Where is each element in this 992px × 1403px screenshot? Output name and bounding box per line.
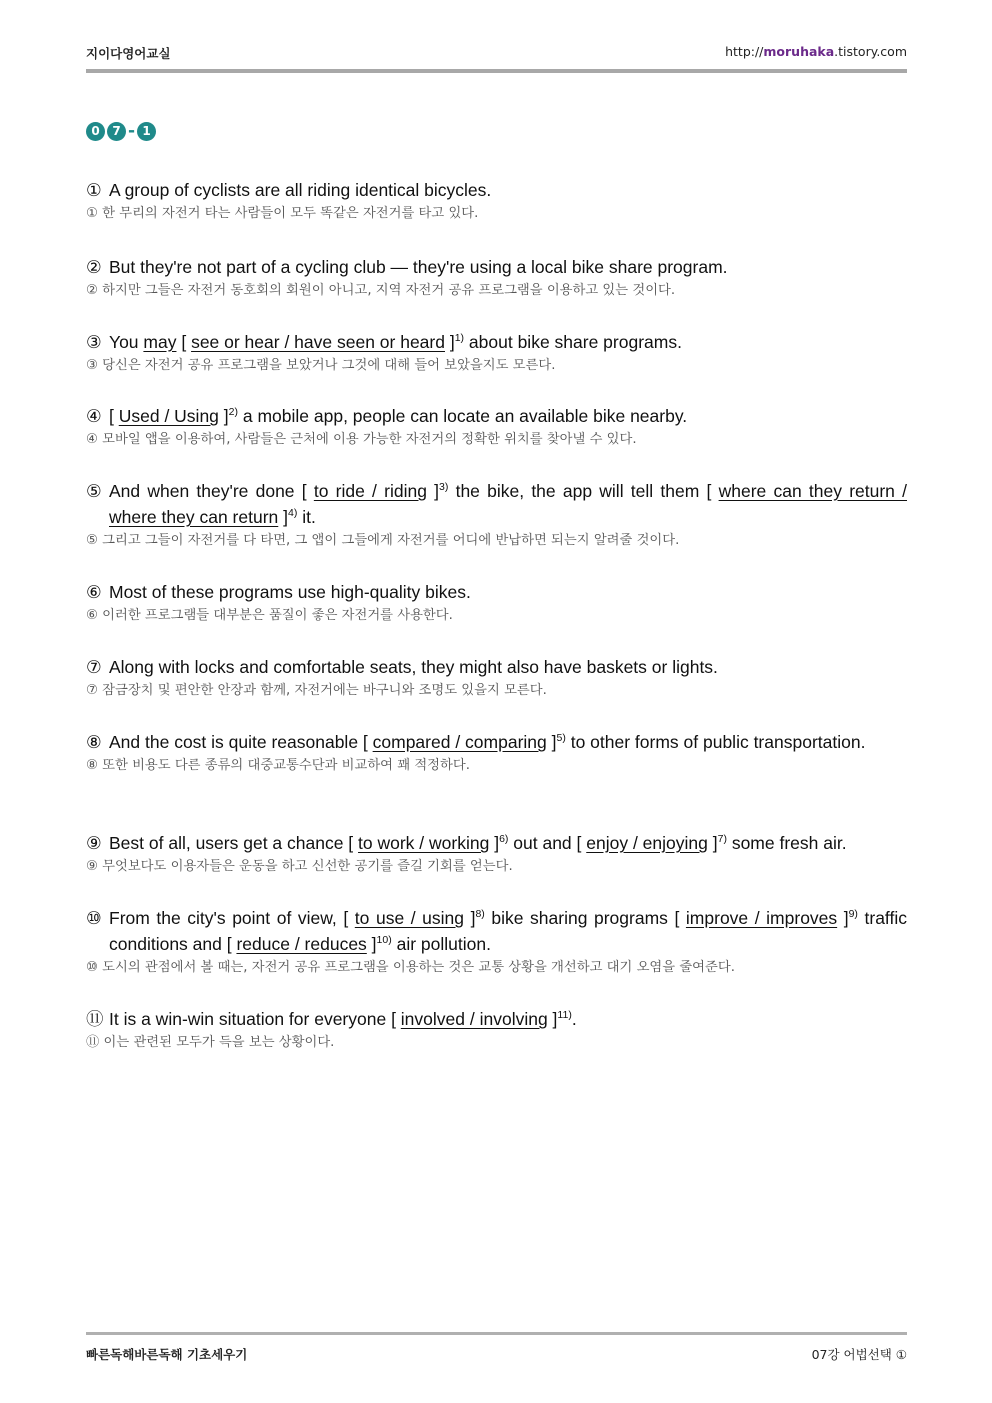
- sentence-2: [86, 254, 907, 301]
- english-sentence: [86, 177, 907, 203]
- bracket-close: ]: [278, 507, 288, 527]
- url-accent: moruhaka: [763, 44, 835, 59]
- bracket-open: [: [176, 332, 192, 352]
- sentence-number: ②: [86, 257, 102, 277]
- bracket-open: [: [109, 406, 119, 426]
- bracket-close: ]: [444, 332, 455, 352]
- text: traffic conditions and [: [109, 908, 907, 954]
- sentence-8: [86, 729, 907, 776]
- footer-rule: [86, 1332, 907, 1335]
- text: air pollution.: [391, 934, 491, 954]
- text: out and [: [508, 833, 587, 853]
- bracket-close: ]: [366, 934, 377, 954]
- question-number: 3): [439, 481, 449, 494]
- choice-option[interactable]: where can they return / where they can return: [109, 481, 907, 527]
- question-number: 4): [288, 507, 298, 520]
- choice-option[interactable]: reduce / reduces: [236, 934, 367, 954]
- english-sentence: [86, 830, 907, 856]
- section-digit-1: 0: [86, 122, 105, 141]
- text: It is a win-win situation for everyone [: [109, 1009, 401, 1029]
- text: the bike, the app will tell them [: [448, 481, 719, 501]
- english-sentence: [86, 478, 907, 530]
- section-digit-3: 1: [137, 122, 156, 141]
- text: Best of all, users get a chance [: [109, 833, 359, 853]
- sentence-3: [86, 329, 907, 376]
- choice-option[interactable]: to work / working: [358, 833, 490, 853]
- sentence-number: ⑩: [86, 908, 102, 928]
- korean-translation: ⑪ 이는 관련된 모두가 득을 보는 상황이다.: [86, 1035, 335, 1050]
- english-sentence: [86, 1006, 907, 1032]
- sentence-number: ⑪: [86, 1009, 104, 1029]
- bracket-close: ]: [218, 406, 229, 426]
- korean-translation: ⑤ 그리고 그들이 자전거를 다 타면, 그 앱이 그들에게 자전거를 어디에 반납하면 되는지 알려줄 것이다.: [86, 533, 680, 548]
- korean-translation: ① 한 무리의 자전거 타는 사람들이 모두 똑같은 자전거를 타고 있다.: [86, 206, 479, 221]
- question-number: 11): [557, 1009, 572, 1022]
- korean-translation: ④ 모바일 앱을 이용하여, 사람들은 근처에 이용 가능한 자전거의 정확한 위치를 찾아낼 수 있다.: [86, 432, 637, 447]
- question-number: 10): [376, 934, 392, 947]
- page-header: [86, 44, 907, 66]
- choice-option[interactable]: involved / involving: [400, 1009, 548, 1029]
- choice-option[interactable]: see or hear / have seen or heard: [191, 332, 445, 352]
- korean-translation: ② 하지만 그들은 자전거 동호회의 회원이 아니고, 지역 자전거 공유 프로그램을 이용하고 있는 것이다.: [86, 283, 676, 298]
- section-digit-2: 7: [107, 122, 126, 141]
- sentence-number: ⑧: [86, 732, 102, 752]
- sentence-number: ⑨: [86, 833, 102, 853]
- text: Along with locks and comfortable seats, they might also have baskets or lights.: [109, 657, 718, 677]
- sentence-number: ⑦: [86, 657, 102, 677]
- footer-lesson-title: 07강 어법선택 ①: [811, 1347, 907, 1362]
- text: From the city's point of view, [: [109, 908, 355, 928]
- text: about bike share programs.: [464, 332, 682, 352]
- bracket-close: ]: [489, 833, 500, 853]
- choice-option[interactable]: compared / comparing: [372, 732, 547, 752]
- sentence-5: [86, 478, 907, 551]
- korean-translation: ⑩ 도시의 관점에서 볼 때는, 자전거 공유 프로그램을 이용하는 것은 교통 상황을 개선하고 대기 오염을 줄여준다.: [86, 960, 735, 975]
- sentence-number: ⑤: [86, 481, 102, 501]
- question-number: 9): [848, 908, 858, 921]
- sentence-number: ⑥: [86, 582, 102, 602]
- bracket-close: ]: [547, 1009, 558, 1029]
- text: to other forms of public transportation.: [565, 732, 866, 752]
- choice-option[interactable]: enjoy / enjoying: [586, 833, 708, 853]
- question-number: 8): [475, 908, 485, 921]
- text: A group of cyclists are all riding identical bicycles.: [109, 180, 492, 200]
- question-number: 1): [454, 332, 465, 345]
- text: some fresh air.: [726, 833, 847, 853]
- sentence-11: [86, 1006, 907, 1053]
- text: Most of these programs use high-quality bikes.: [109, 582, 471, 602]
- underlined-word: may: [143, 332, 177, 352]
- text: a mobile app, people can locate an available bike nearby.: [238, 406, 688, 426]
- english-sentence: [86, 403, 907, 429]
- text: And the cost is quite reasonable [: [109, 732, 373, 752]
- text: bike sharing programs [: [484, 908, 686, 928]
- text: But they're not part of a cycling club — they're using a local bike share program.: [109, 257, 728, 277]
- korean-translation: ⑧ 또한 비용도 다른 종류의 대중교통수단과 비교하여 꽤 적정하다.: [86, 758, 470, 773]
- text: .: [571, 1009, 577, 1029]
- url-prefix: http://: [725, 44, 764, 59]
- korean-translation: ⑨ 무엇보다도 이용자들은 운동을 하고 신선한 공기를 즐길 기회를 얻는다.: [86, 859, 513, 874]
- korean-translation: ⑦ 잠금장치 및 편안한 안장과 함께, 자전거에는 바구니와 조명도 있을지 모른다.: [86, 683, 547, 698]
- question-number: 5): [556, 732, 566, 745]
- sentence-4: [86, 403, 907, 450]
- question-number: 7): [717, 833, 727, 846]
- sentence-9: [86, 830, 907, 877]
- question-number: 6): [499, 833, 509, 846]
- sentence-1: [86, 177, 907, 224]
- choice-option[interactable]: improve / improves: [685, 908, 838, 928]
- text: it.: [297, 507, 316, 527]
- english-sentence: [86, 654, 907, 680]
- header-title: 지이다영어교실: [86, 46, 171, 61]
- korean-translation: ③ 당신은 자전거 공유 프로그램을 보았거나 그것에 대해 들어 보았을지도 모른다.: [86, 358, 556, 373]
- choice-option[interactable]: to ride / riding: [313, 481, 427, 501]
- text: You: [109, 332, 144, 352]
- choice-option[interactable]: Used / Using: [118, 406, 219, 426]
- english-sentence: [86, 254, 907, 280]
- question-number: 2): [228, 406, 238, 419]
- header-rule: [86, 69, 907, 73]
- text: And when they're done [: [109, 481, 314, 501]
- english-sentence: [86, 729, 907, 755]
- sentence-number: ③: [86, 332, 102, 352]
- sentence-number: ①: [86, 180, 102, 200]
- choice-option[interactable]: to use / using: [354, 908, 465, 928]
- sentence-number: ④: [86, 406, 102, 426]
- bracket-close: ]: [837, 908, 849, 928]
- sentence-10: [86, 905, 907, 978]
- section-dash: -: [128, 121, 136, 141]
- sentence-7: [86, 654, 907, 701]
- header-url[interactable]: [725, 44, 907, 59]
- section-label: [86, 120, 156, 142]
- bracket-close: ]: [546, 732, 557, 752]
- korean-translation: ⑥ 이러한 프로그램들 대부분은 품질이 좋은 자전거를 사용한다.: [86, 608, 453, 623]
- english-sentence: [86, 905, 907, 957]
- bracket-close: ]: [426, 481, 440, 501]
- sentence-6: [86, 579, 907, 626]
- bracket-close: ]: [464, 908, 476, 928]
- english-sentence: [86, 579, 907, 605]
- url-suffix: .tistory.com: [834, 44, 907, 59]
- english-sentence: [86, 329, 907, 355]
- bracket-close: ]: [707, 833, 718, 853]
- footer-book-title: 빠른독해바른독해 기초세우기: [86, 1347, 248, 1362]
